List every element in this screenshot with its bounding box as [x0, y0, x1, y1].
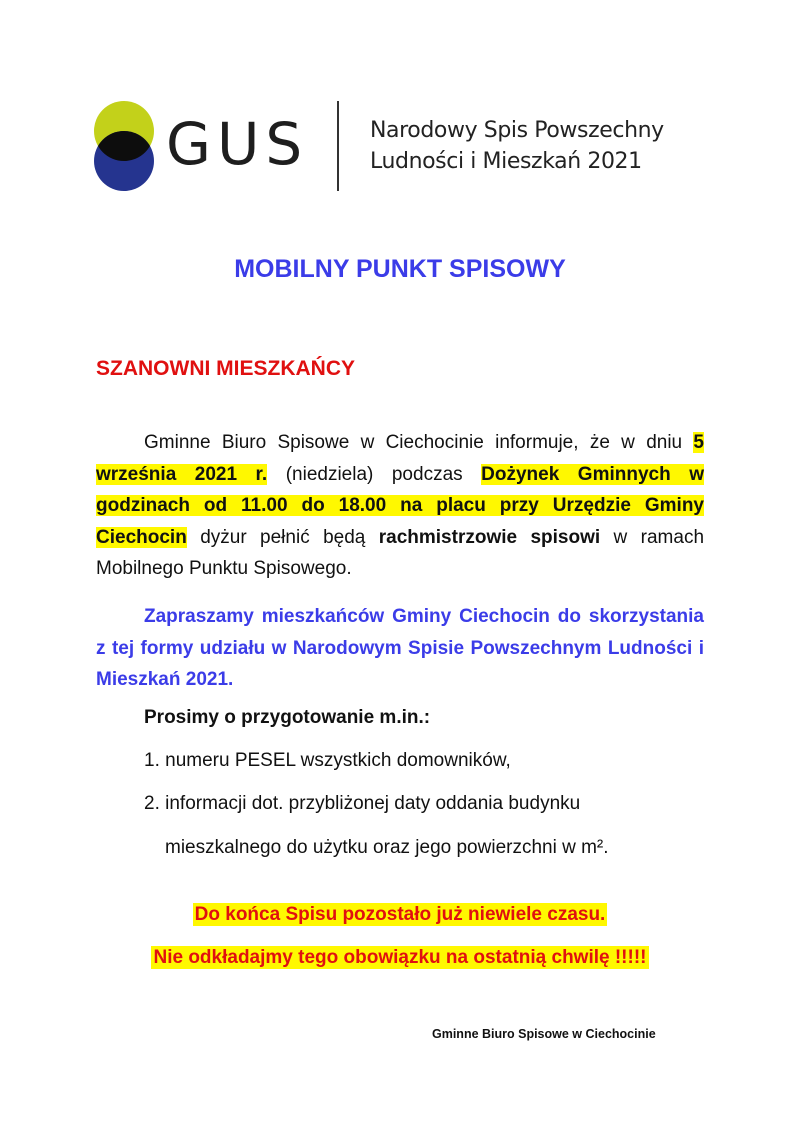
middle-text: dyżur pełnić będą — [200, 526, 366, 548]
census-title — [370, 115, 664, 177]
warning-text: Nie odkładajmy tego obowiązku na ostatnią chwilę !!!!! — [153, 947, 647, 968]
list-item: 1. numeru PESEL wszystkich domowników, — [144, 750, 511, 771]
greeting: SZANOWNI MIESZKAŃCY — [96, 357, 355, 380]
gus-logo-icon — [93, 100, 155, 192]
event-location: Dożynek Gminnych w godzinach od 11.00 do 18.00 na placu przy Urzędzie Gminy Ciechocin — [96, 463, 704, 548]
invitation-paragraph — [96, 601, 704, 696]
gus-logo-text: GUS — [166, 110, 309, 178]
census-takers: rachmistrzowie spisowi — [378, 526, 601, 548]
intro-text: Gminne Biuro Spisowe w Ciechocinie informuje, że w dniu — [144, 432, 683, 453]
event-day: (niedziela) podczas — [285, 463, 463, 485]
invitation-text: Zapraszamy mieszkańców Gminy Ciechocin do skorzystania z tej formy udziału w Narodowym Spisie Powszechnym Ludności i Mieszkań 2021. — [96, 606, 704, 690]
header-divider — [337, 101, 339, 191]
warning-text: Do końca Spisu pozostało już niewiele czasu. — [194, 904, 606, 925]
page-title: MOBILNY PUNKT SPISOWY — [234, 255, 566, 283]
info-paragraph — [96, 427, 704, 585]
signature: Gminne Biuro Spisowe w Ciechocinie — [432, 1027, 656, 1041]
end-text: w ramach Mobilnego Punktu Spisowego. — [96, 526, 705, 579]
list-item-continuation: mieszkalnego do użytku oraz jego powierzchni w m². — [165, 837, 609, 858]
list-item: 2. informacji dot. przybliżonej daty oddania budynku — [144, 793, 581, 814]
request-heading: Prosimy o przygotowanie m.in.: — [144, 707, 431, 728]
census-title-line2: Ludności i Mieszkań 2021 — [370, 149, 642, 174]
census-title-line1: Narodowy Spis Powszechny — [370, 118, 664, 143]
event-date: 5 września 2021 r. — [96, 432, 704, 485]
warning-line — [0, 904, 800, 926]
warning-line — [0, 947, 800, 969]
